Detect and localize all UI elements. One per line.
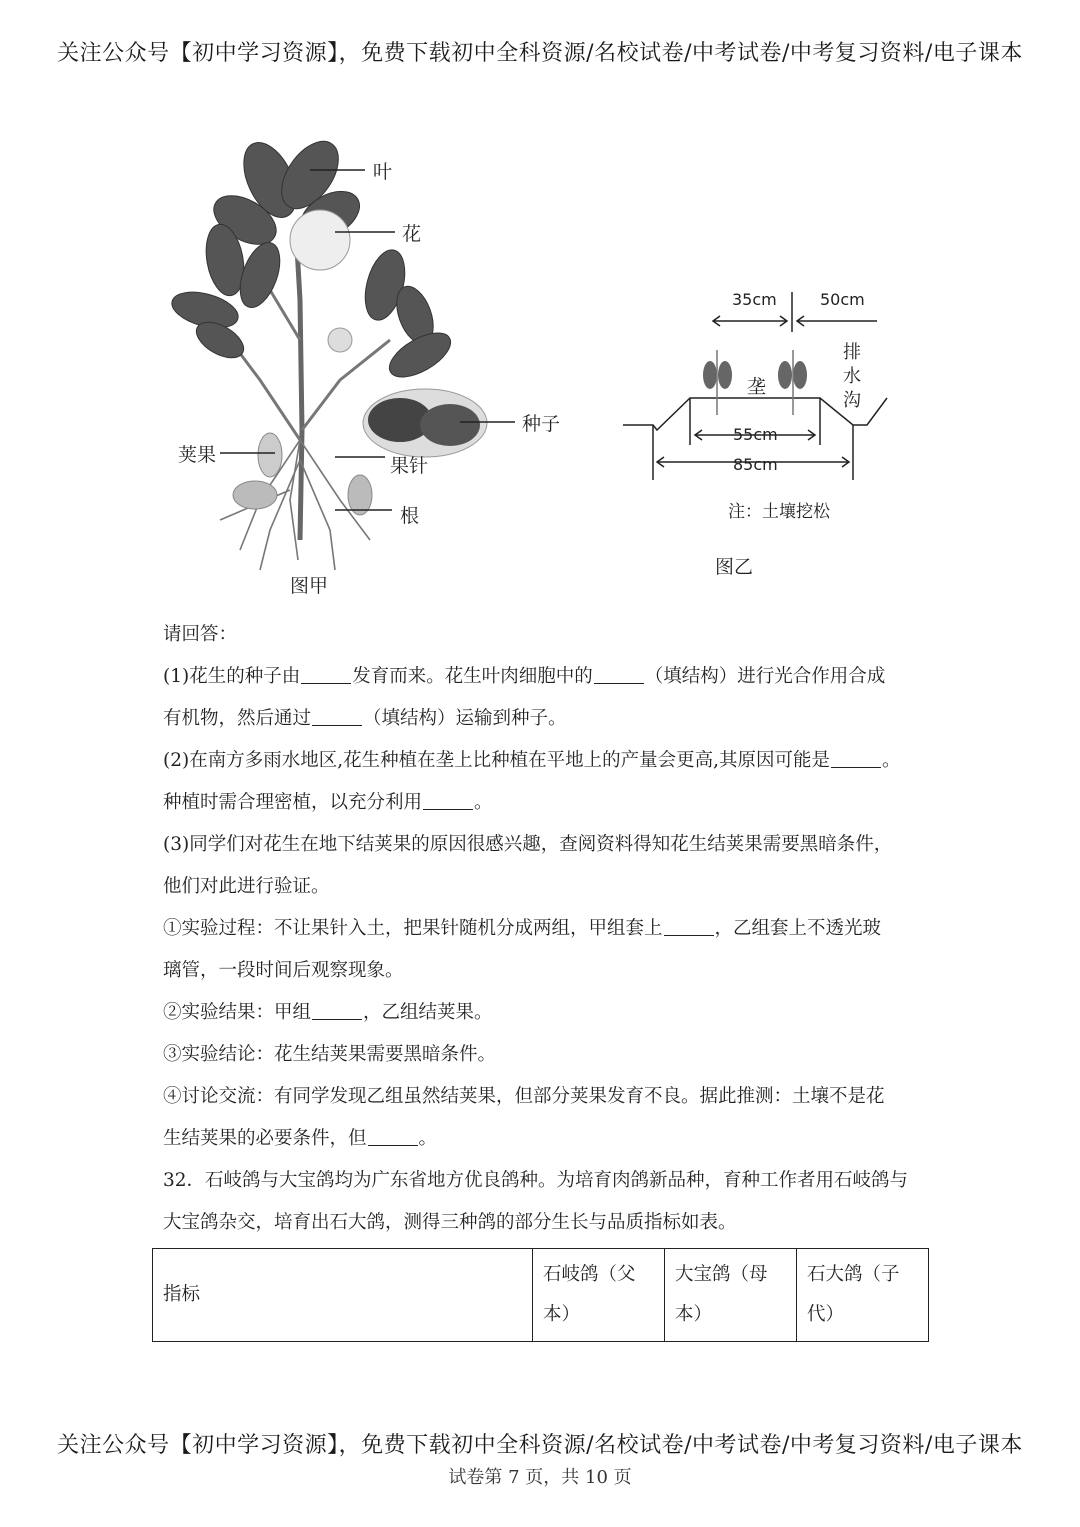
ridge-illustration xyxy=(615,280,925,590)
step-1-line-1: ①实验过程：不让果针入土，把果针随机分成两组，甲组套上 ，乙组套上不透光玻 xyxy=(163,918,882,939)
peanut-plant-illustration xyxy=(160,140,580,600)
indicator-table xyxy=(152,1248,929,1342)
question-2-line-2: 种植时需合理密植，以充分利用 。 xyxy=(163,792,493,813)
header-indicator: 指标 xyxy=(153,1249,533,1342)
step-2: ②实验结果：甲组 ，乙组结荚果。 xyxy=(163,1002,493,1023)
step-4-line-1: ④讨论交流：有同学发现乙组虽然结荚果，但部分荚果发育不良。据此推测：土壤不是花 xyxy=(163,1086,885,1107)
ditch-label-1: 排 xyxy=(843,342,861,363)
ditch-label-2: 水 xyxy=(843,366,861,387)
answer-blank[interactable] xyxy=(312,707,362,726)
answer-blank[interactable] xyxy=(312,1001,362,1020)
step-1-line-2: 璃管，一段时间后观察现象。 xyxy=(163,960,404,981)
answer-blank[interactable] xyxy=(831,749,881,768)
question-block xyxy=(163,614,923,1244)
question-3-line-2: 他们对此进行验证。 xyxy=(163,876,330,897)
figure-b-caption: 图乙 xyxy=(715,556,754,578)
question-1-line-1: (1)花生的种子由 发育而来。花生叶肉细胞中的 （填结构）进行光合作用合成 xyxy=(163,666,886,687)
label-peg: 果针 xyxy=(390,455,429,477)
ditch-label-3: 沟 xyxy=(843,390,861,411)
soil-note: 注：土壤挖松 xyxy=(728,502,830,522)
dim-35: 35cm xyxy=(732,290,777,309)
label-flower: 花 xyxy=(402,223,422,245)
dim-55: 55cm xyxy=(733,425,778,444)
label-pod: 荚果 xyxy=(178,444,217,466)
question-3-line-1: (3)同学们对花生在地下结荚果的原因很感兴趣，查阅资料得知花生结荚果需要黑暗条件， xyxy=(163,834,893,855)
question-32-line-2: 大宝鸽杂交，培育出石大鸽，测得三种鸽的部分生长与品质指标如表。 xyxy=(163,1212,737,1233)
answer-blank[interactable] xyxy=(301,665,351,684)
question-1-line-2: 有机物，然后通过 （填结构）运输到种子。 xyxy=(163,708,567,729)
header-mother: 大宝鸽（母 本） xyxy=(664,1249,796,1342)
label-root: 根 xyxy=(400,505,420,527)
question-32-line-1: 32．石岐鸽与大宝鸽均为广东省地方优良鸽种。为培育肉鸽新品种，育种工作者用石岐鸽与 xyxy=(163,1170,909,1191)
step-4-line-2: 生结荚果的必要条件，但 。 xyxy=(163,1128,438,1149)
answer-blank[interactable] xyxy=(594,665,644,684)
top-banner: 关注公众号【初中学习资源】，免费下载初中全科资源/名校试卷/中考试卷/中考复习资料/电子课本 xyxy=(57,41,1023,66)
step-3: ③实验结论：花生结荚果需要黑暗条件。 xyxy=(163,1044,497,1065)
dim-85: 85cm xyxy=(733,455,778,474)
answer-blank[interactable] xyxy=(368,1127,418,1146)
figure-a-caption: 图甲 xyxy=(290,575,329,597)
page-footer: 试卷第 7 页，共 10 页 xyxy=(448,1467,632,1488)
header-father: 石岐鸽（父 本） xyxy=(532,1249,664,1342)
label-seed: 种子 xyxy=(522,413,561,435)
question-2-line-1: (2)在南方多雨水地区,花生种植在垄上比种植在平地上的产量会更高,其原因可能是 。 xyxy=(163,750,901,771)
answer-blank[interactable] xyxy=(423,791,473,810)
figure-ridge-diagram xyxy=(615,280,925,590)
ridge-label: 垄 xyxy=(747,376,767,398)
question-intro: 请回答： xyxy=(163,624,238,645)
label-leaf: 叶 xyxy=(373,161,393,183)
bottom-banner: 关注公众号【初中学习资源】，免费下载初中全科资源/名校试卷/中考试卷/中考复习资料/电子课本 xyxy=(57,1433,1023,1458)
header-offspring: 石大鸽（子 代） xyxy=(796,1249,928,1342)
dim-50: 50cm xyxy=(820,290,865,309)
figure-peanut-plant xyxy=(160,140,580,600)
answer-blank[interactable] xyxy=(664,917,714,936)
table-header-row xyxy=(153,1249,929,1342)
